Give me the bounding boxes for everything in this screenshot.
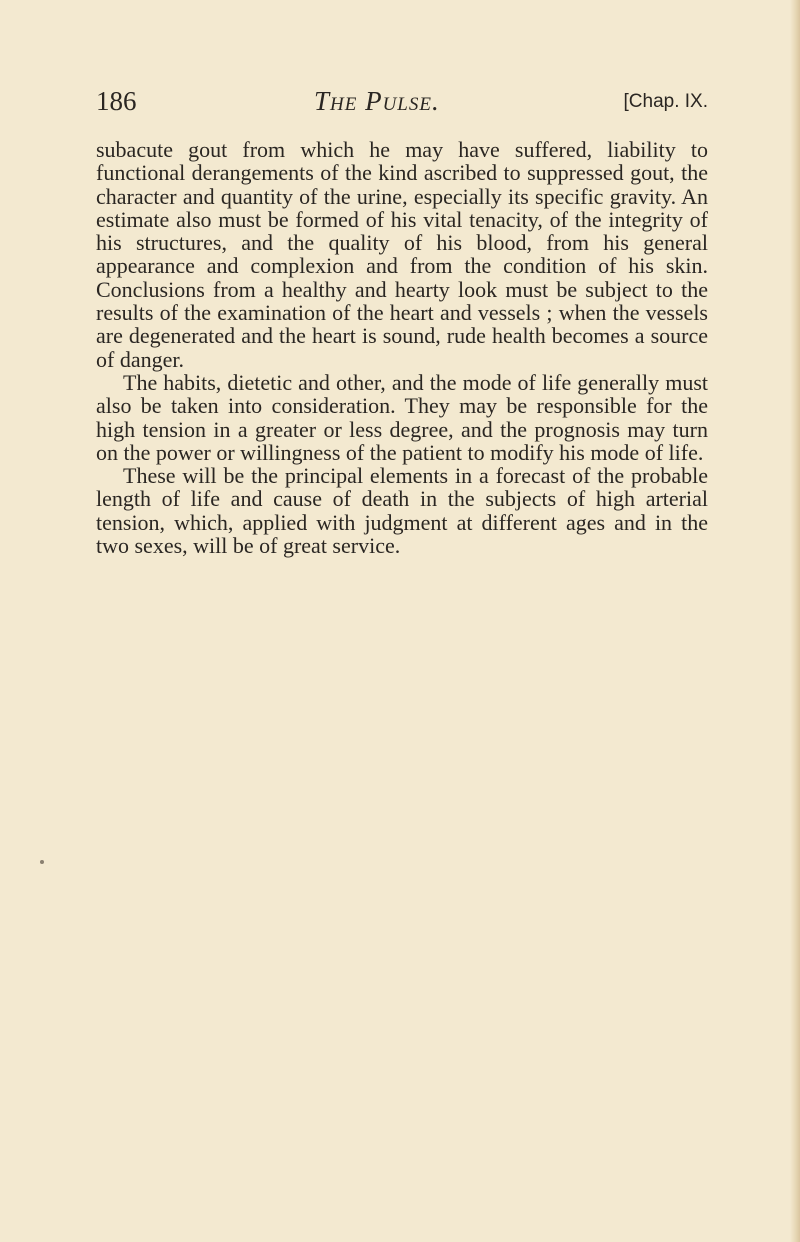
paragraph: These will be the principal elements in a forecast of the probable length of life and cause of death in the subjects of high arterial tension, which, applied with judgment at different ages and in the two sexes, will be of great service. [96,463,708,559]
paragraph: subacute gout from which he may have suffered, liability to functional derangements of the kind ascribed to suppressed gout, the character and quantity of the urine, especially its specific gravity. An estimate also must be formed of his vital tenacity, of the integrity of his structures, and the quality of his blood, from his general appearance and complexion and from the condition of his skin. Conclusions from a healthy and hearty look must be subject to the results of the examination of the heart and vessels ; when the vessels are degenerated and the heart is sound, rude health becomes a source of danger. [96,137,708,372]
page-number: 186 [96,86,137,116]
running-title: The Pulse. [314,86,440,116]
page-edge [790,0,800,1242]
paper-speck [40,860,44,864]
running-header [96,86,708,120]
body-text [96,138,708,557]
paragraph: The habits, dietetic and other, and the mode of life generally must also be taken into consideration. They may be responsible for the high tension in a greater or less degree, and the prognosis may turn on the power or willingness of the patient to modify his mode of life. [96,369,708,465]
chapter-reference: [Chap. IX. [623,91,708,112]
